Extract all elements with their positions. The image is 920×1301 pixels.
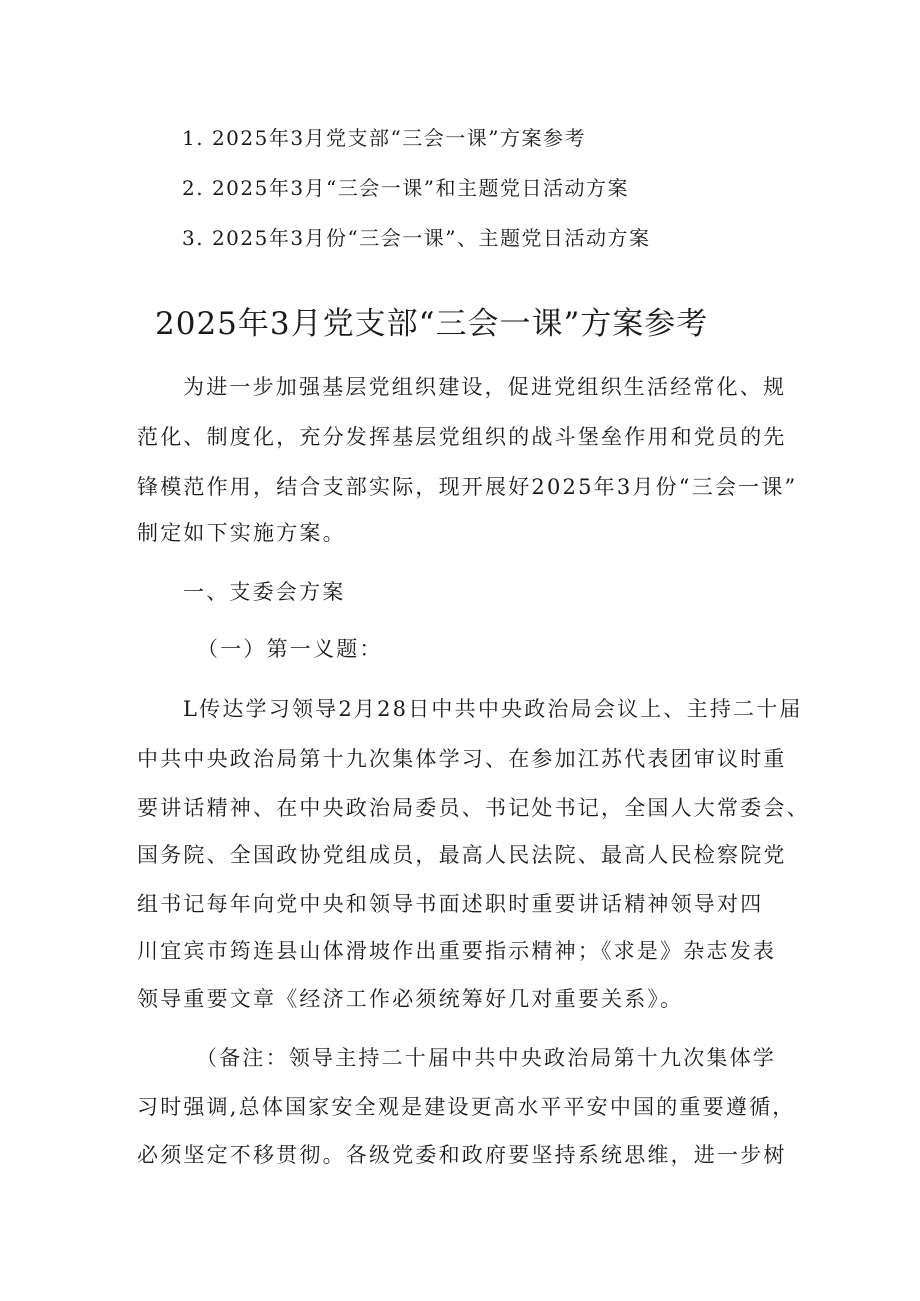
paragraph-line: 中共中央政治局第十九次集体学习、在参加江苏代表团审议时重 [137, 747, 787, 771]
subsection-heading: （一）第一义题： [197, 637, 383, 661]
document-title: 2025年3月党支部“三会一课”方案参考 [155, 306, 709, 342]
paragraph-line: 组书记每年向党中央和领导书面述职时重要讲话精神领导对四 [137, 892, 764, 916]
paragraph-line: 要讲话精神、在中央政治局委员、书记处书记，全国人大常委会、 [137, 796, 810, 820]
section-heading: 一、支委会方案 [183, 580, 346, 604]
toc-item: 3. 2025年3月份“三会一课”、主题党日活动方案 [182, 226, 651, 250]
toc-item: 1. 2025年3月党支部“三会一课”方案参考 [182, 126, 587, 150]
toc-item: 2. 2025年3月“三会一课”和主题党日活动方案 [182, 176, 630, 200]
paragraph-line: 国务院、全国政协党组成员，最高人民法院、最高人民检察院党 [137, 843, 787, 867]
paragraph-line: 锋模范作用，结合支部实际，现开展好2025年3月份“三会一课” [137, 475, 798, 499]
paragraph-line: 制定如下实施方案。 [137, 521, 346, 545]
paragraph-line: （备注：领导主持二十届中共中央政治局第十九次集体学 [196, 1046, 776, 1070]
paragraph-line: 习时强调,总体国家安全观是建设更高水平平安中国的重要遵循， [137, 1095, 796, 1119]
paragraph-line: 为进一步加强基层党组织建设，促进党组织生活经常化、规 [183, 375, 787, 399]
paragraph-line: 川宜宾市筠连县山体滑坡作出重要指示精神；《求是》杂志发表 [137, 939, 777, 963]
paragraph-line: 范化、制度化，充分发挥基层党组织的战斗堡垒作用和党员的先 [137, 425, 787, 449]
paragraph-line: 必须坚定不移贯彻。各级党委和政府要坚持系统思维，进一步树 [137, 1143, 787, 1167]
paragraph-line: L传达学习领导2月28日中共中央政治局会议上、主持二十届 [183, 697, 803, 721]
paragraph-line: 领导重要文章《经济工作必须统筹好几对重要关系》。 [137, 987, 684, 1011]
